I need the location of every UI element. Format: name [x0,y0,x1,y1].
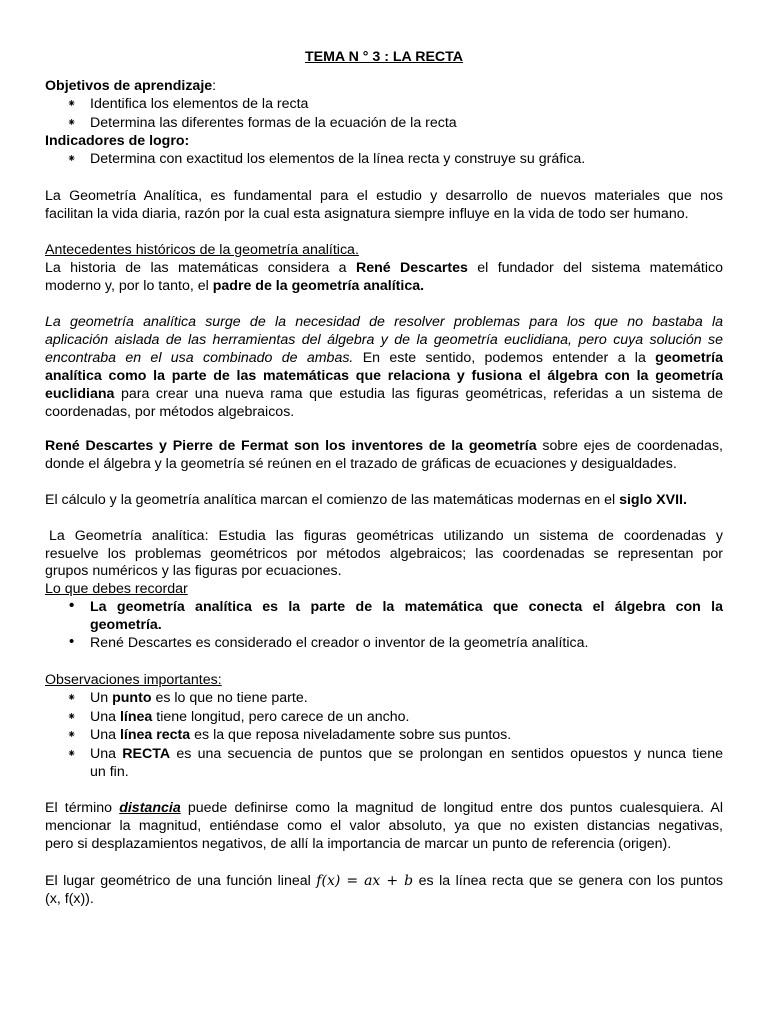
asterisk-bullet-icon: ⁕ [67,748,77,760]
page-title: TEMA N ° 3 : LA RECTA [304,49,464,65]
paragraph-line: El lugar geométrico de una función lineal f(x) = ax + b es la línea recta que se genera con los puntos [45,873,723,889]
observacion-item: ⁕ Una línea recta es la que reposa niveladamente sobre sus puntos. [67,727,512,743]
observacion-item: ⁕ Una RECTA es una secuencia de puntos que se prolongan en sentidos opuestos y nunca tiene [67,746,723,762]
antecedentes-heading: Antecedentes históricos de la geometría analítica. [45,242,359,258]
objetivo-item [67,95,723,113]
paragraph-line: El término distancia puede definirse como la magnitud de longitud entre dos puntos cualesquiera. Al [45,800,723,816]
recordar-heading: Lo que debes recordar [45,581,188,597]
paragraph-line: La geometría analítica surge de la necesidad de resolver problemas para los que no bastaba la [45,314,723,330]
paragraph-line: mencionar la magnitud, entiéndase como el valor absoluto, ya que no existen distancias negativas, [45,818,723,834]
recordar-item-continuation: geometría. [90,617,162,633]
objetivos-heading-text: Objetivos de aprendizaje [45,78,213,94]
recordar-item: • René Descartes es considerado el creador o inventor de la geometría analítica. [69,633,589,651]
asterisk-bullet-icon: ⁕ [67,98,77,110]
asterisk-bullet-icon: ⁕ [67,117,77,129]
paragraph-line: coordenadas, por métodos algebraicos. [45,404,295,420]
objetivo-text: Identifica los elementos de la recta [90,96,309,112]
observacion-item: ⁕ Un punto es lo que no tiene parte. [67,690,308,706]
bullet-icon: • [69,633,75,650]
paragraph-line: La historia de las matemáticas considera a René Descartes el fundador del sistema matemático [45,260,723,276]
linear-function-formula: f(x) = ax + b [316,873,414,889]
asterisk-bullet-icon: ⁕ [67,692,77,704]
objetivos-heading-colon: : [212,78,217,94]
intro-line: La Geometría Analítica, es fundamental para el estudio y desarrollo de nuevos materiales que nos [45,188,723,204]
paragraph-line: El cálculo y la geometría analítica marcan el comienzo de las matemáticas modernas en el siglo XVII. [45,492,687,508]
paragraph-line: resuelve los problemas geométricos por métodos algebraicos; las coordenadas se representan por [45,546,723,562]
objetivo-item [67,114,723,132]
asterisk-bullet-icon: ⁕ [67,153,77,165]
intro-line: facilitan la vida diaria, razón por la cual esta asignatura siempre influye en la vida de todo ser humano. [45,206,689,222]
paragraph-line: donde el álgebra y la geometría sé reúnen en el trazado de gráficas de ecuaciones y desigualdades. [45,456,677,472]
observaciones-heading: Observaciones importantes: [45,672,222,688]
paragraph-line: René Descartes y Pierre de Fermat son los inventores de la geometría sobre ejes de coordenadas, [45,438,723,454]
paragraph-line: La Geometría analítica: Estudia las figuras geométricas utilizando un sistema de coordenadas y [49,528,723,544]
objetivo-text: Determina las diferentes formas de la ecuación de la recta [90,115,457,131]
asterisk-bullet-icon: ⁕ [67,711,77,723]
recordar-item: • La geometría analítica es la parte de la matemática que conecta el álgebra con la [69,597,723,615]
observacion-item-continuation: un fin. [90,764,129,780]
paragraph-line: encontraba en el usa combinado de ambas. En este sentido, podemos entender a la geometría [45,350,723,366]
objetivos-heading [45,77,723,95]
paragraph-line: euclidiana para crear una nueva rama que estudia las figuras geométricas, referidas a un sistema de [45,386,723,402]
paragraph-line: grupos numéricos y las figuras por ecuaciones. [45,563,342,579]
observacion-item: ⁕ Una línea tiene longitud, pero carece de un ancho. [67,709,410,725]
indicador-item [67,150,723,168]
bullet-icon: • [69,597,75,614]
asterisk-bullet-icon: ⁕ [67,729,77,741]
indicador-text: Determina con exactitud los elementos de la línea recta y construye su gráfica. [90,151,586,167]
indicadores-heading: Indicadores de logro: [45,133,190,149]
paragraph-line: moderno y, por lo tanto, el padre de la geometría analítica. [45,278,425,294]
paragraph-line: pero si desplazamientos negativos, de allí la importancia de marcar un punto de referencia (origen). [45,836,672,852]
paragraph-line: analítica como la parte de las matemáticas que relaciona y fusiona el álgebra con la geometría [45,368,723,384]
paragraph-line: (x, f(x)). [45,891,94,907]
paragraph-line: aplicación aislada de las herramientas del álgebra y de la geometría euclidiana, pero cuya solución se [45,332,723,348]
